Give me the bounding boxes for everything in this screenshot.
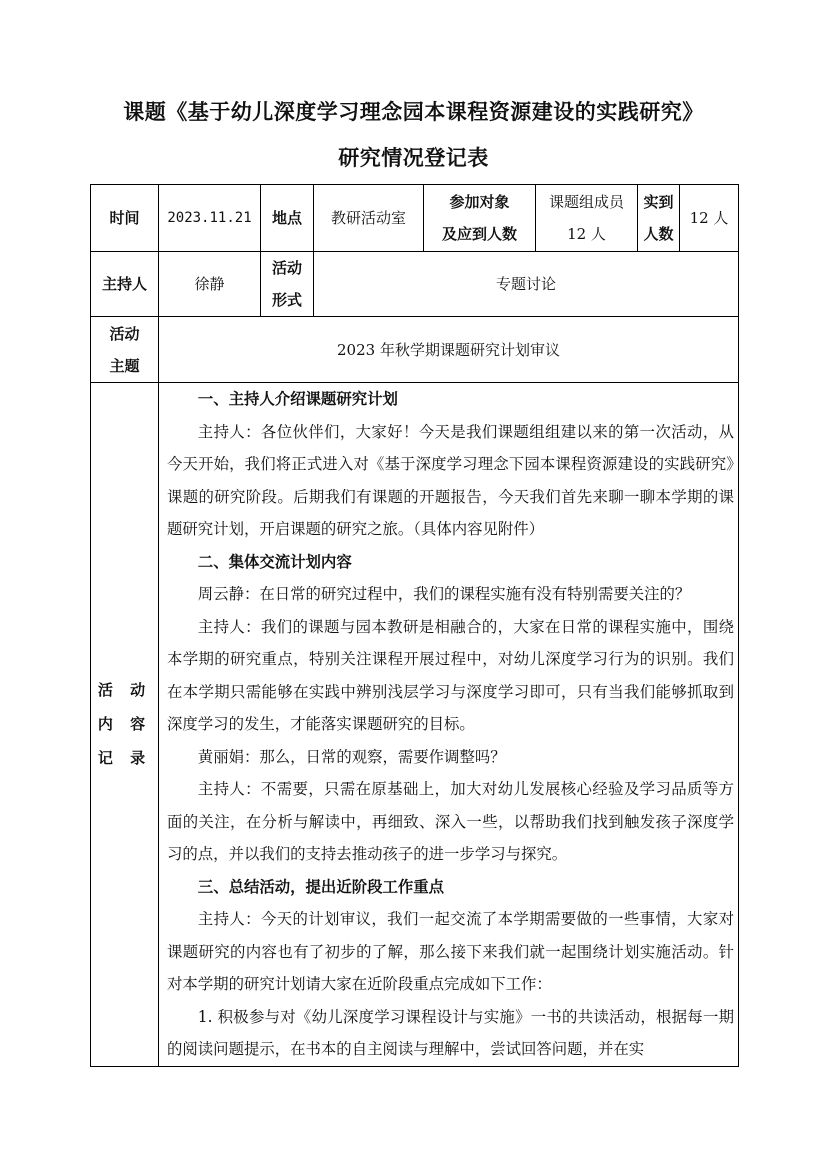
activity-theme-label: 活动 主题 [91, 317, 159, 383]
record-paragraph: 主持人：不需要，只需在原基础上，加大对幼儿发展核心经验及学习品质等方面的关注，在分析与解读中，再细致、深入一些，以帮助我们找到触发孩子深度学习的点，并以我们的支持去推动孩子的进一步学习与探究。 [167, 780, 734, 863]
time-label: 时间 [91, 185, 159, 252]
participants-label: 参加对象 及应到人数 [424, 185, 536, 252]
activity-form-label: 活动 形式 [261, 252, 314, 317]
section-heading: 三、总结活动，提出近阶段工作重点 [197, 877, 445, 896]
activity-record-label: 活 动 内 容 记 录 [91, 383, 159, 1067]
actual-attendance-value: 12 人 [680, 185, 739, 252]
activity-theme-value: 2023 年秋学期课题研究计划审议 [159, 317, 739, 383]
place-value: 教研活动室 [314, 185, 424, 252]
record-paragraph: 主持人：我们的课题与园本教研是相融合的，大家在日常的课程实施中，围绕本学期的研究重点，特别关注课程开展过程中，对幼儿深度学习行为的识别。我们在本学期只需能够在实践中辨别浅层学习与深度学习即可，只有当我们能够抓取到深度学习的发生，才能落实课题研究的目标。 [167, 617, 734, 733]
document-subtitle: 研究情况登记表 [338, 145, 489, 170]
record-paragraph: 黄丽娟：那么，日常的观察，需要作调整吗？ [197, 747, 506, 766]
section-heading: 二、集体交流计划内容 [197, 552, 352, 571]
activity-record-content [159, 383, 739, 1067]
place-label: 地点 [261, 185, 314, 252]
actual-attendance-label: 实到 人数 [638, 185, 680, 252]
activity-form-value: 专题讨论 [314, 252, 739, 317]
section-heading: 一、主持人介绍课题研究计划 [197, 390, 398, 408]
document-title: 课题《基于幼儿深度学习理念园本课程资源建设的实践研究》 [123, 99, 704, 124]
host-value: 徐静 [159, 252, 261, 317]
host-label: 主持人 [91, 252, 159, 317]
record-paragraph: 主持人：各位伙伴们，大家好！今天是我们课题组组建以来的第一次活动，从今天开始，我们将正式进入对《基于深度学习理念下园本课程资源建设的实践研究》课题的研究阶段。后期我们有课题的开题报告，今天我们首先来聊一聊本学期的课题研究计划，开启课题的研究之旅。（具体内容见附件） [167, 422, 734, 538]
registration-table [90, 184, 739, 1067]
time-value: 2023.11.21 [159, 185, 261, 252]
record-paragraph: 1. 积极参与对《幼儿深度学习课程设计与实施》一书的共读活动，根据每一期的阅读问题提示，在书本的自主阅读与理解中，尝试回答问题，并在实 [167, 1007, 734, 1058]
record-paragraph: 主持人：今天的计划审议，我们一起交流了本学期需要做的一些事情，大家对课题研究的内容也有了初步的了解，那么接下来我们就一起围绕计划实施活动。针对本学期的研究计划请大家在近阶段重点完成如下工作： [167, 910, 734, 993]
participants-value: 课题组成员 12 人 [536, 185, 638, 252]
record-paragraph: 周云静：在日常的研究过程中，我们的课程实施有没有特别需要关注的？ [197, 585, 691, 603]
